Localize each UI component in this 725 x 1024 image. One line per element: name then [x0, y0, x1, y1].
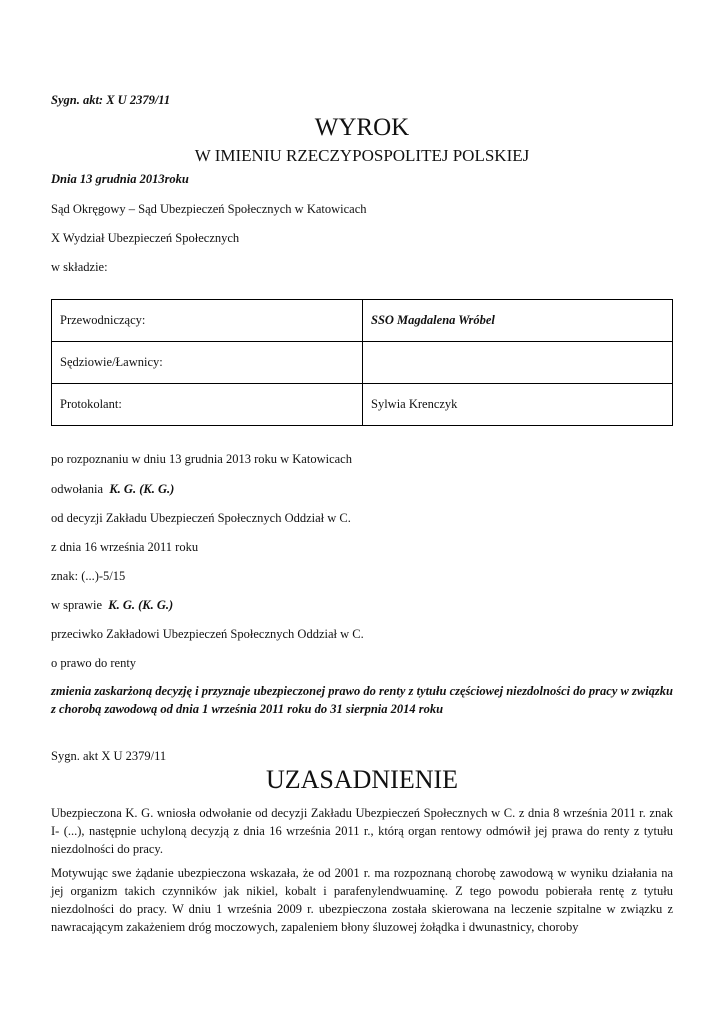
- composition-table: [51, 299, 673, 426]
- reference-line: znak: (...)-5/15: [51, 569, 126, 583]
- against-line: przeciwko Zakładowi Ubezpieczeń Społecznych Oddział w C.: [51, 627, 364, 641]
- verdict-text: zmienia zaskarżoną decyzję i przyznaje ubezpieczonej prawo do renty z tytułu częściowej niezdolności do pracy w związku z chorobą zawodową od dnia 1 września 2011 roku do 31 sierpnia 2014 roku: [51, 684, 673, 716]
- justification-signature: Sygn. akt X U 2379/11: [51, 749, 167, 763]
- appeal-line: [51, 481, 174, 497]
- table-row: [52, 384, 673, 426]
- decision-line: od decyzji Zakładu Ubezpieczeń Społecznych Oddział w C.: [51, 511, 351, 525]
- judgment-subtitle: W IMIENIU RZECZYPOSPOLITEJ POLSKIEJ: [194, 146, 530, 165]
- case-signature: Sygn. akt: X U 2379/11: [51, 93, 171, 107]
- table-row: [52, 342, 673, 384]
- subject-line: o prawo do renty: [51, 656, 137, 670]
- composition-intro: w składzie:: [51, 260, 108, 274]
- justification-title: UZASADNIENIE: [265, 765, 459, 794]
- justification-paragraph: Ubezpieczona K. G. wniosła odwołanie od decyzji Zakładu Ubezpieczeń Społecznych w C. z dnia 8 września 2011 r. znak I- (...), następnie uchyloną decyzją z dnia 16 września 2011 r., którą organ rentowy odmówił jej prawa do renty z tytułu niezdolności do pracy.: [51, 806, 673, 856]
- heard-line: po rozpoznaniu w dniu 13 grudnia 2013 roku w Katowicach: [51, 452, 352, 466]
- matter-label: w sprawie: [51, 598, 103, 612]
- decision-date-line: z dnia 16 września 2011 roku: [51, 540, 199, 554]
- appellant-name: K. G. (K. G.): [109, 482, 175, 496]
- court-name: Sąd Okręgowy – Sąd Ubezpieczeń Społecznych w Katowicach: [51, 202, 367, 216]
- person-cell: Sylwia Krenczyk: [363, 384, 673, 426]
- judgment-title: WYROK: [314, 114, 410, 141]
- matter-party: K. G. (K. G.): [108, 598, 174, 612]
- role-cell: Sędziowie/Ławnicy:: [52, 342, 363, 384]
- matter-line: [51, 597, 173, 613]
- court-division: X Wydział Ubezpieczeń Społecznych: [51, 231, 240, 245]
- appeal-label: odwołania: [51, 482, 104, 496]
- justification-paragraph: Motywując swe żądanie ubezpieczona wskazała, że od 2001 r. ma rozpoznaną chorobę zawodową w wyniku działania na jej organizm takich czynników jak nikiel, kobalt i parafenylendwuaminę. Z tego powodu pobierała rentę z tytułu niezdolności do pracy. W dniu 1 września 2009 r. ubezpieczona została skierowana na leczenie szpitalne w związku z nawracającym zakażeniem dróg moczowych, zapaleniem błony śluzowej żołądka i dwunastnicy, choroby: [51, 866, 673, 934]
- table-row: [52, 300, 673, 342]
- role-cell: Protokolant:: [52, 384, 363, 426]
- role-cell: Przewodniczący:: [52, 300, 363, 342]
- judgment-date: Dnia 13 grudnia 2013roku: [51, 172, 189, 186]
- person-cell: SSO Magdalena Wróbel: [363, 300, 673, 342]
- person-cell: [363, 342, 673, 384]
